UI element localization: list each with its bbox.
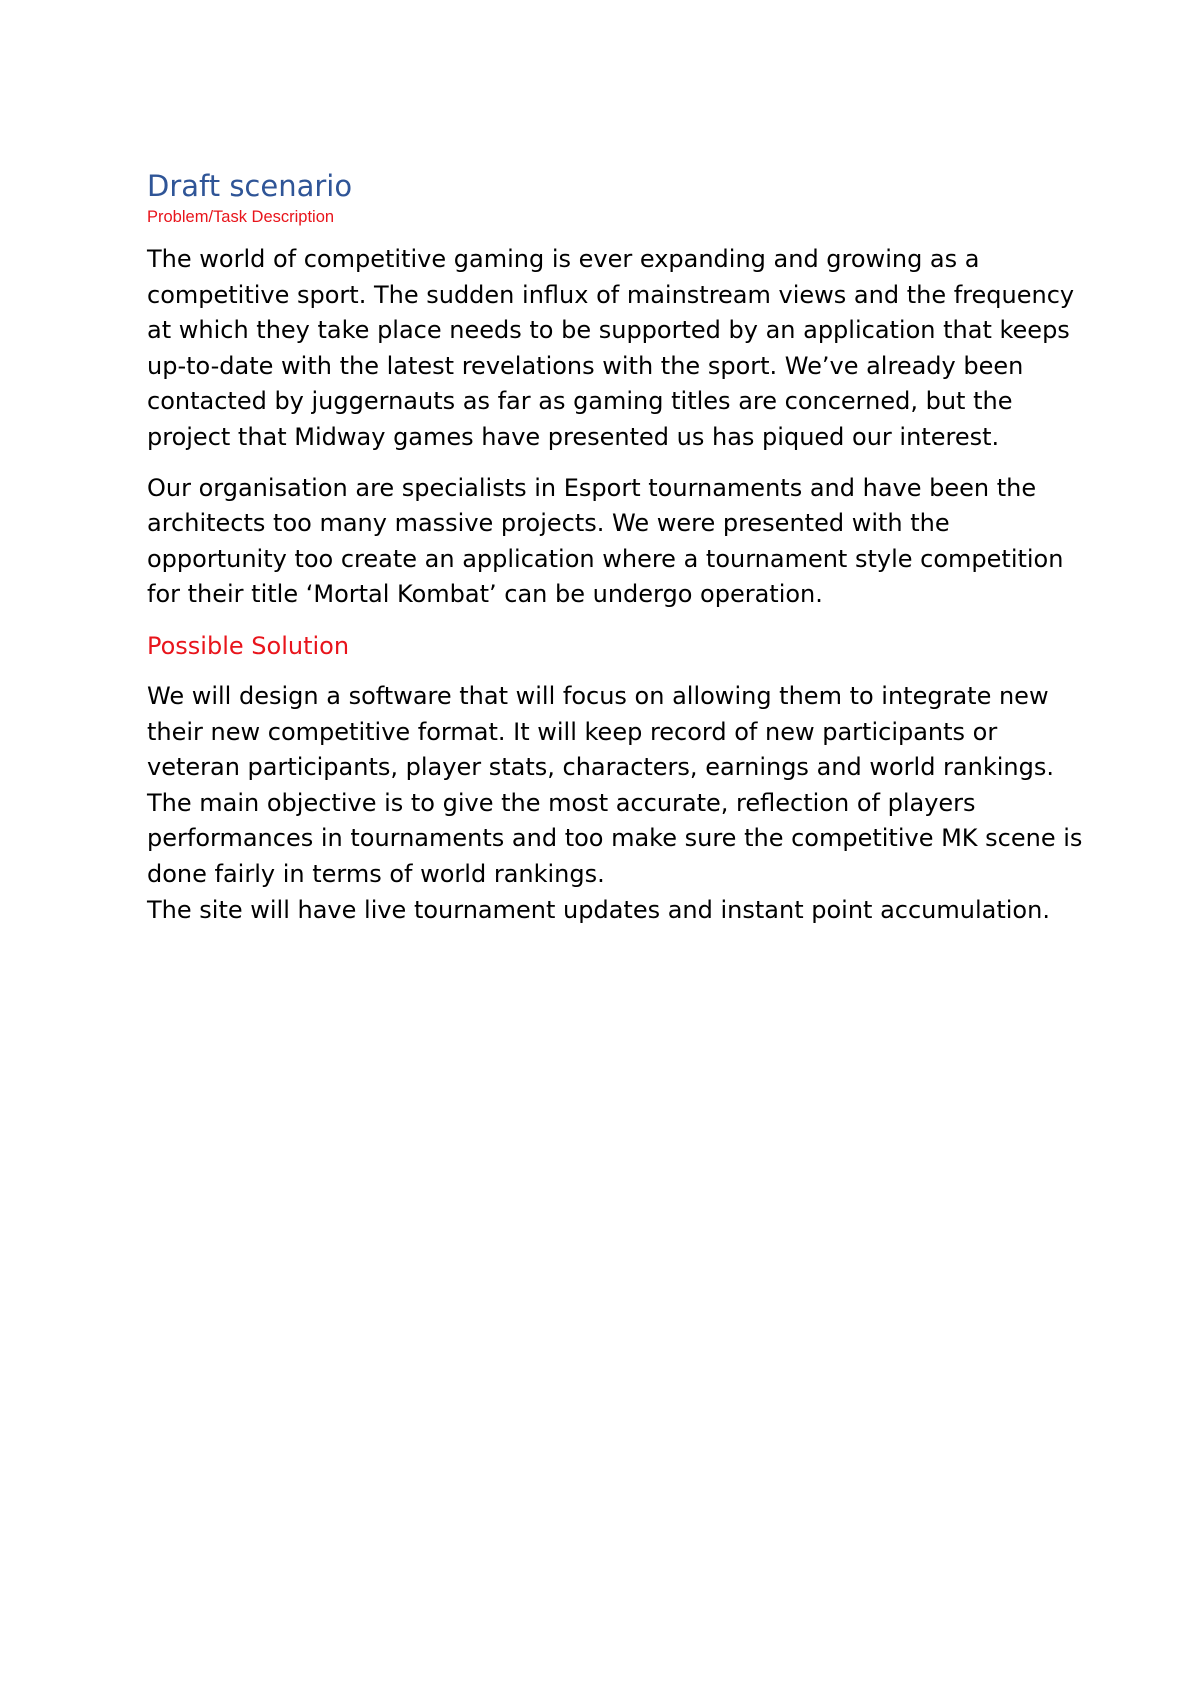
paragraph-solution [147, 679, 1087, 928]
section-heading-possible-solution: Possible Solution [147, 631, 350, 660]
solution-line: We will design a software that will focus on allowing them to integrate new their new competitive format. It will keep record of new participants or veteran participants, player stats, characters, earnings and world rankings. [147, 681, 1054, 782]
solution-line: The site will have live tournament updates and instant point accumulation. [147, 895, 1050, 924]
solution-line: The main objective is to give the most accurate, reflection of players performances in tournaments and too make sure the competitive MK scene is done fairly in terms of world rankings. [147, 788, 1083, 888]
paragraph-problem-description: The world of competitive gaming is ever expanding and growing as a competitive sport. The sudden influx of mainstream views and the frequency at which they take place needs to be supported by an application that keeps up-to-date with the latest revelations with the sport. We’ve already been contacted by juggernauts as far as gaming titles are concerned, but the project that Midway games have presented us has piqued our interest. [147, 245, 1075, 451]
document-content [147, 168, 1087, 928]
document-subtitle: Problem/Task Description [147, 208, 335, 226]
document-title: Draft scenario [147, 169, 353, 203]
paragraph-organisation: Our organisation are specialists in Esport tournaments and have been the architects too many massive projects. We were presented with the opportunity too create an application where a tournament style competition for their title ‘Mortal Kombat’ can be undergo operation. [147, 473, 1064, 609]
